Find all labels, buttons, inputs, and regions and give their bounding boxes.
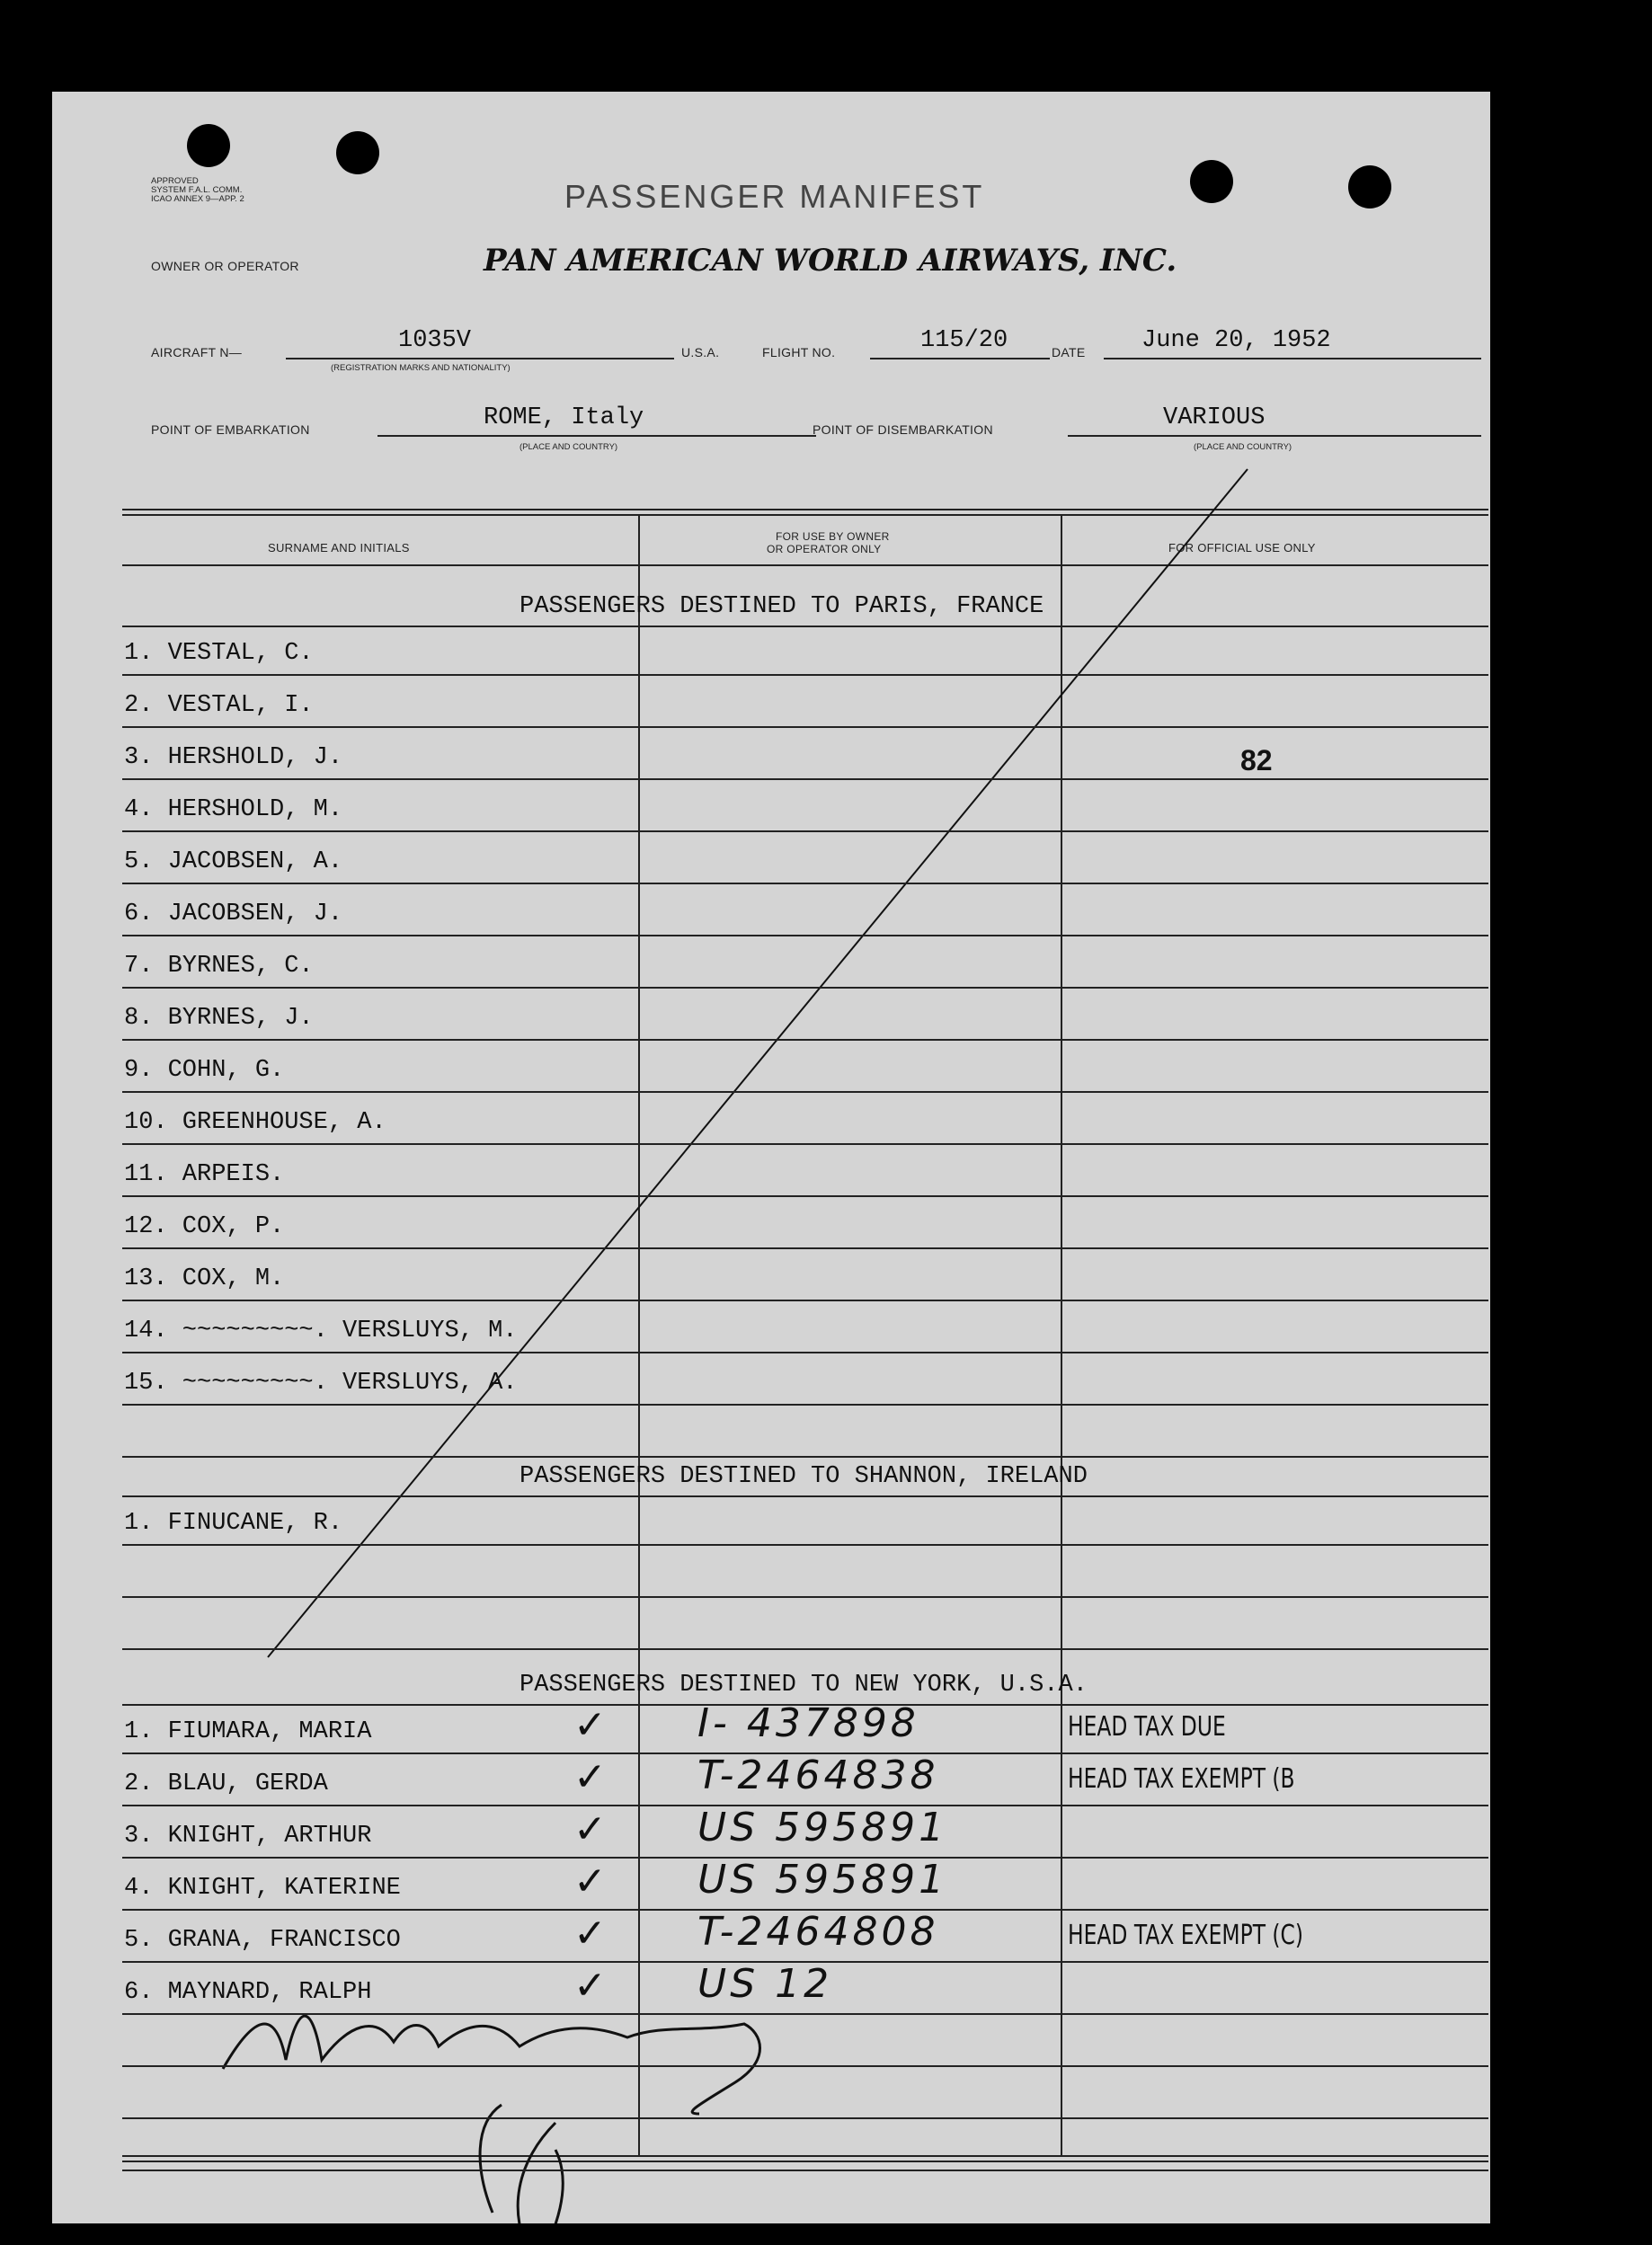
flight-number: 115/20 [920,327,1008,354]
disembark-label: POINT OF DISEMBARKATION [813,422,993,437]
signature [52,92,1490,2223]
row-rule [122,830,1488,832]
column-header-owner: FOR USE BY OWNER [776,530,890,543]
column-header-official: FOR OFFICIAL USE ONLY [1168,541,1316,555]
approval-line: APPROVED [151,176,199,186]
row-rule [122,1456,1488,1458]
passenger-name: 7. BYRNES, C. [124,953,314,980]
check-mark: ✓ [573,1963,610,2009]
tax-note: HEAD TAX EXEMPT (B [1068,1763,1295,1795]
embark-value: ROME, Italy [484,404,644,431]
row-rule [122,778,1488,780]
signature-stroke [518,2123,563,2223]
document-number: US 595891 [697,1857,948,1903]
row-rule [122,2170,1488,2171]
row-rule [122,1195,1488,1197]
row-rule [122,1247,1488,1249]
row-rule [122,1544,1488,1546]
row-rule [122,2065,1488,2067]
passenger-name: 4. HERSHOLD, M. [124,796,343,823]
row-rule [122,1039,1488,1041]
passenger-name: 1. FINUCANE, R. [124,1510,343,1537]
row-rule [122,626,1488,627]
usa-label: U.S.A. [681,345,720,359]
row-rule [122,1404,1488,1406]
row-rule [122,2013,1488,2015]
row-rule [122,987,1488,989]
passenger-name: 6. MAYNARD, RALPH [124,1979,372,2006]
date-value: June 20, 1952 [1141,327,1331,354]
check-mark: ✓ [573,1859,610,1904]
embark-label: POINT OF EMBARKATION [151,422,310,437]
row-rule [122,1352,1488,1353]
passenger-name: 14. ~~~~~~~~~. VERSLUYS, M. [124,1318,518,1344]
passenger-name: 2. BLAU, GERDA [124,1770,328,1797]
passenger-name: 9. COHN, G. [124,1057,285,1084]
check-mark: ✓ [573,1806,610,1852]
owner-value: PAN AMERICAN WORLD AIRWAYS, INC. [484,243,1177,279]
disembark-value: VARIOUS [1163,404,1266,431]
approval-line: ICAO ANNEX 9—APP. 2 [151,194,244,204]
approval-line: SYSTEM F.A.L. COMM. [151,185,243,195]
document-number: T-2464838 [697,1753,939,1798]
section-heading: PASSENGERS DESTINED TO NEW YORK, U.S.A. [520,1672,1088,1699]
row-rule [122,2117,1488,2119]
passenger-name: 3. HERSHOLD, J. [124,744,343,771]
row-rule [122,1648,1488,1650]
document-number: T-2464808 [697,1909,939,1955]
document-number: US 12 [697,1961,833,2007]
column-header-owner: OR OPERATOR ONLY [767,543,882,555]
row-rule [122,674,1488,676]
check-mark: ✓ [573,1754,610,1800]
aircraft-caption: (REGISTRATION MARKS AND NATIONALITY) [331,363,511,373]
passenger-name: 8. BYRNES, J. [124,1005,314,1032]
row-rule [122,1495,1488,1497]
passenger-name: 1. VESTAL, C. [124,640,314,667]
embark-caption: (PLACE AND COUNTRY) [520,442,618,452]
row-rule [122,1091,1488,1093]
disembark-caption: (PLACE AND COUNTRY) [1194,442,1292,452]
row-rule [122,1143,1488,1145]
passenger-name: 4. KNIGHT, KATERINE [124,1875,401,1902]
passenger-name: 6. JACOBSEN, J. [124,901,343,927]
section-heading: PASSENGERS DESTINED TO PARIS, FRANCE [520,593,1044,620]
signature-stroke [480,2105,502,2213]
aircraft-label: AIRCRAFT N— [151,345,243,359]
form-title: PASSENGER MANIFEST [564,178,985,215]
official-mark: 82 [1240,744,1273,776]
check-mark: ✓ [573,1911,610,1957]
row-rule [122,726,1488,728]
owner-label: OWNER OR OPERATOR [151,259,299,273]
flight-label: FLIGHT NO. [762,345,836,359]
row-rule [122,935,1488,936]
passenger-name: 13. COX, M. [124,1265,285,1292]
passenger-name: 3. KNIGHT, ARTHUR [124,1823,372,1850]
passenger-name: 2. VESTAL, I. [124,692,314,719]
passenger-name: 1. FIUMARA, MARIA [124,1718,372,1745]
tax-note: HEAD TAX EXEMPT (C) [1068,1920,1304,1951]
passenger-name: 15. ~~~~~~~~~. VERSLUYS, A. [124,1370,518,1397]
date-label: DATE [1052,345,1086,359]
column-header-surname: SURNAME AND INITIALS [268,541,410,555]
passenger-name: 11. ARPEIS. [124,1161,285,1188]
document-number: I- 437898 [697,1700,919,1746]
tax-note: HEAD TAX DUE [1068,1711,1226,1743]
row-rule [122,883,1488,884]
manifest-sheet [52,92,1490,2223]
document-number: US 595891 [697,1805,948,1850]
passenger-name: 12. COX, P. [124,1213,285,1240]
passenger-name: 5. JACOBSEN, A. [124,848,343,875]
section-heading: PASSENGERS DESTINED TO SHANNON, IRELAND [520,1463,1088,1490]
passenger-name: 10. GREENHOUSE, A. [124,1109,386,1136]
check-mark: ✓ [573,1702,610,1748]
row-rule [122,1300,1488,1301]
row-rule [122,1596,1488,1598]
passenger-name: 5. GRANA, FRANCISCO [124,1927,401,1954]
aircraft-number: 1035V [398,327,472,354]
